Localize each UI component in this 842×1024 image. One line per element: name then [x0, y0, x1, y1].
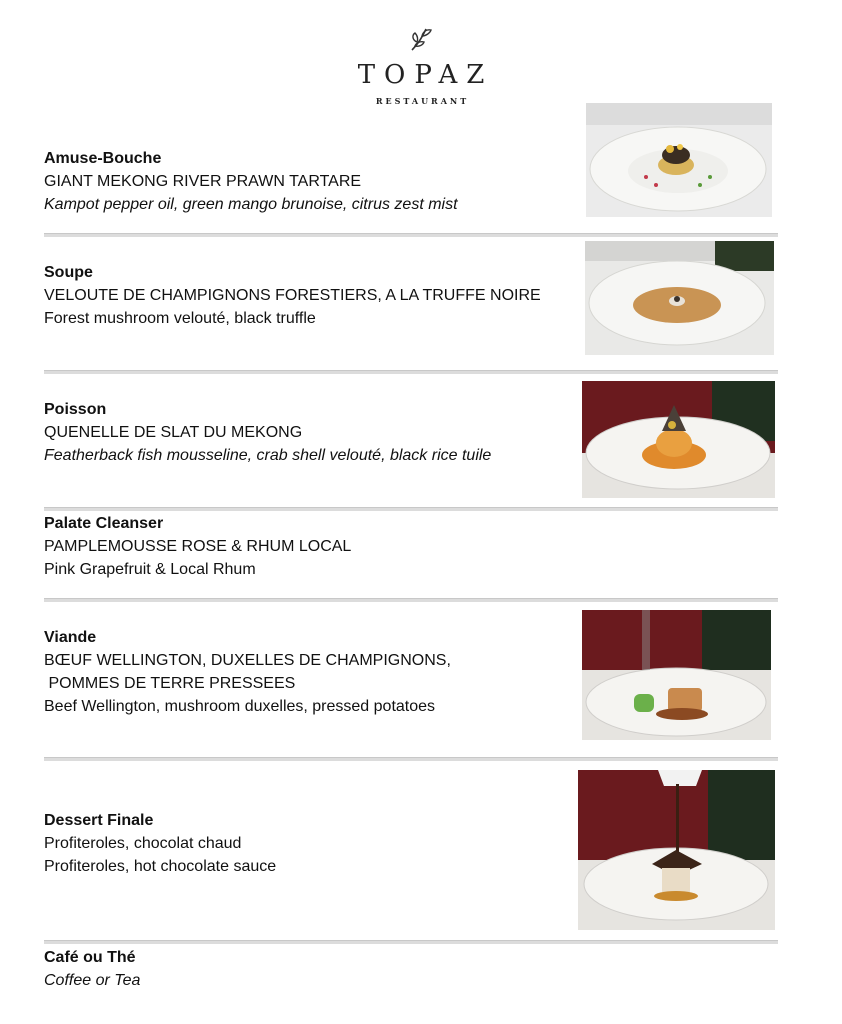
section-divider [44, 940, 778, 944]
prawn-tartare-photo [586, 103, 772, 217]
course-english-description: Pink Grapefruit & Local Rhum [44, 561, 256, 578]
course-french-title: QUENELLE DE SLAT DU MEKONG [44, 424, 303, 441]
course-english-description: Coffee or Tea [44, 972, 141, 989]
profiteroles-photo [578, 770, 775, 930]
course-english-description: Kampot pepper oil, green mango brunoise, citrus zest mist [44, 196, 458, 213]
leaf-branch-icon [406, 24, 436, 54]
course-french-title-continued: POMMES DE TERRE PRESSEES [44, 675, 296, 692]
beef-wellington-photo [582, 610, 771, 740]
course-english-description: Featherback fish mousseline, crab shell velouté, black rice tuile [44, 447, 492, 464]
course-category: Viande [44, 629, 97, 646]
restaurant-logo [0, 24, 842, 106]
course-category: Soupe [44, 264, 93, 281]
course-palate-cleanser [44, 512, 351, 581]
course-viande [44, 626, 451, 718]
mushroom-veloute-photo [585, 241, 774, 355]
brand-subtitle: RESTAURANT [375, 96, 470, 106]
course-french-title: Profiteroles, chocolat chaud [44, 835, 242, 852]
course-french-title: VELOUTE DE CHAMPIGNONS FORESTIERS, A LA TRUFFE NOIRE [44, 287, 541, 304]
course-french-title: PAMPLEMOUSSE ROSE & RHUM LOCAL [44, 538, 352, 555]
course-amuse-bouche [44, 147, 458, 216]
section-divider [44, 598, 778, 602]
brand-name: TOPAZ [357, 60, 494, 90]
section-divider [44, 507, 778, 511]
course-english-description: Beef Wellington, mushroom duxelles, pressed potatoes [44, 698, 436, 715]
course-poisson [44, 398, 491, 467]
section-divider [44, 757, 778, 761]
course-french-title: BŒUF WELLINGTON, DUXELLES DE CHAMPIGNONS, [44, 652, 451, 669]
section-divider [44, 370, 778, 374]
course-cafe-ou-the [44, 946, 140, 992]
course-english-description: Profiteroles, hot chocolate sauce [44, 858, 277, 875]
course-soupe [44, 261, 541, 330]
fish-quenelle-photo [582, 381, 775, 498]
course-dessert-finale [44, 809, 276, 878]
course-category: Poisson [44, 401, 107, 418]
course-category: Café ou Thé [44, 949, 136, 966]
course-category: Amuse-Bouche [44, 150, 162, 167]
course-french-title: GIANT MEKONG RIVER PRAWN TARTARE [44, 173, 362, 190]
course-category: Dessert Finale [44, 812, 154, 829]
course-english-description: Forest mushroom velouté, black truffle [44, 310, 316, 327]
section-divider [44, 233, 778, 237]
course-category: Palate Cleanser [44, 515, 164, 532]
